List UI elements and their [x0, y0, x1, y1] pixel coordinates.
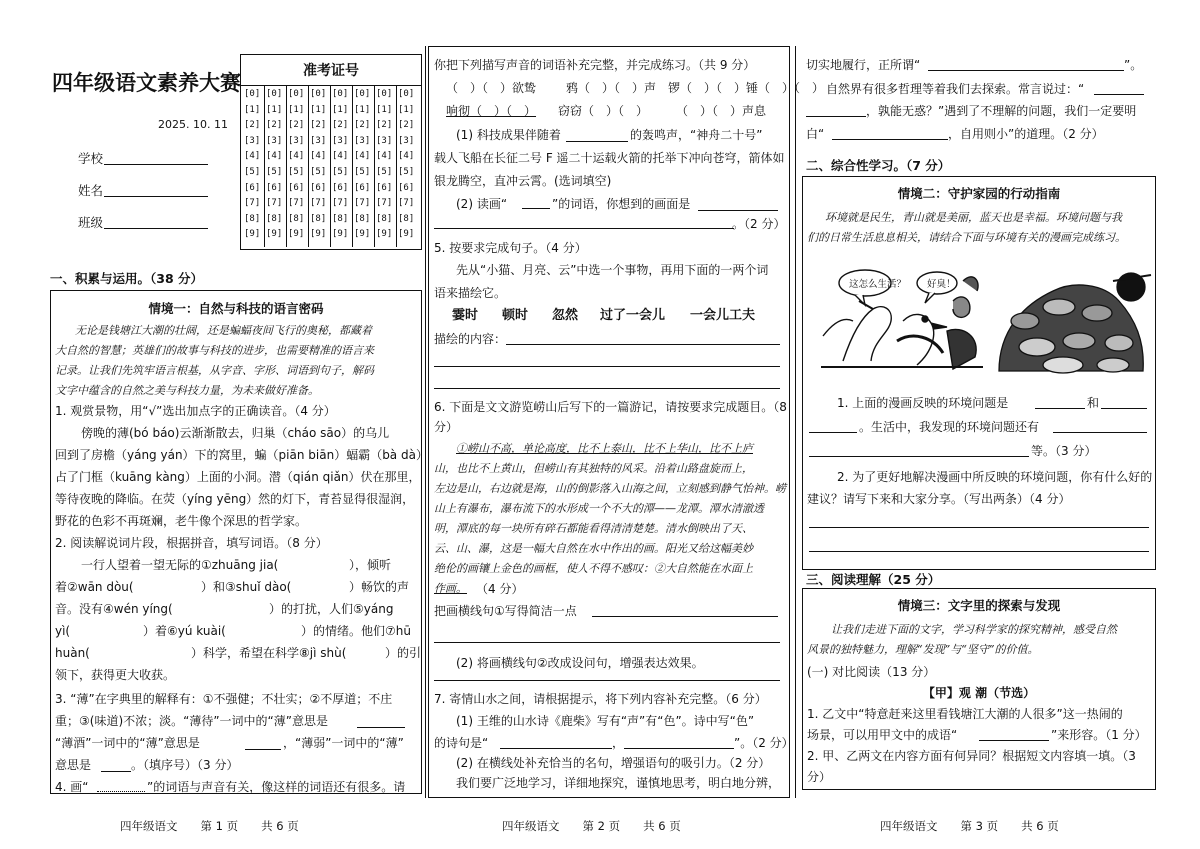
ticket-digit-bubble[interactable]: [3]	[398, 135, 415, 146]
ticket-digit-bubble[interactable]: [6]	[244, 182, 261, 193]
ticket-digit-bubble[interactable]: [5]	[310, 167, 327, 177]
ticket-digit-bubble[interactable]: [0]	[288, 89, 305, 99]
q7-blank-1[interactable]	[500, 748, 612, 749]
ticket-digit-bubble[interactable]: [5]	[376, 167, 393, 177]
scene-3-line-2: 风景的独特魅力，理解“发现”与“坚守”的价值。	[807, 643, 1039, 656]
scene-1-line-2: 大自然的智慧；英雄们的故事与科技的进步，也需要精准的语言来	[55, 344, 374, 357]
idiom-blank-2a[interactable]	[1094, 94, 1144, 95]
q5-answer-line-2[interactable]	[434, 366, 780, 367]
q5-desc-label: 描绘的内容：	[434, 332, 507, 346]
q7-sub-1d: ”。（2 分）	[734, 736, 794, 750]
ticket-digit-bubble[interactable]: [8]	[288, 213, 305, 224]
scene-1-line-3: 记录。让我们先筑牢语言根基，从字音、字形、词语到句子，解码	[55, 364, 374, 377]
q5-answer-line-1[interactable]	[506, 344, 780, 345]
ticket-digit-bubble[interactable]: [9]	[244, 229, 261, 240]
ticket-digit-bubble[interactable]: [8]	[310, 213, 327, 224]
env-q1-text-a: 1. 上面的漫画反映的环境问题是	[837, 396, 1009, 410]
scene-2-line-1: 环境就是民生，青山就是美丽，蓝天也是幸福。环境问题与我	[825, 211, 1122, 224]
scene-1-title: 情境一：自然与科技的语言密码	[148, 301, 324, 316]
ticket-digit-bubble[interactable]: [1]	[244, 104, 261, 115]
sound-word-2[interactable]: 鸦（ ）（ ）声	[566, 81, 657, 95]
ticket-digit-bubble[interactable]: [1]	[332, 104, 349, 115]
ticket-digit-bubble[interactable]: [1]	[288, 104, 305, 115]
idiom-line-2: 自然界有很多哲理等着我们去探索。常言说过：“	[826, 82, 1085, 96]
cartoon-bubble-2: 好臭！	[927, 279, 956, 290]
ticket-digit-bubble[interactable]: [7]	[266, 198, 283, 209]
page-2-footer: 四年级语文 第 2 页 共 6 页	[502, 819, 681, 833]
ticket-column-divider	[308, 85, 309, 247]
sound-word-4[interactable]: 响彻（ ）（ ）	[446, 104, 537, 118]
column-divider-2	[795, 46, 796, 798]
ticket-column-divider	[286, 85, 287, 247]
ticket-digit-bubble[interactable]: [8]	[266, 213, 283, 224]
q1-line-5: 野花的色彩不再斑斓，老牛像个深思的哲学家。	[55, 514, 308, 528]
p1-text-d: 银龙腾空，直冲云霄。(选词填空)	[434, 174, 612, 188]
page-3-footer: 四年级语文 第 3 页 共 6 页	[880, 819, 1059, 833]
q5-word-1: 霎时	[452, 308, 479, 323]
q4-prompt-a: 4. 画“	[55, 780, 89, 794]
scene-3-line-1: 让我们走进下面的文字，学习科学家的探究精神，感受自然	[831, 623, 1117, 636]
q6-sub-2-answer[interactable]	[434, 680, 780, 681]
reading-q2-a: 2. 甲、乙两文在内容方面有何异同？根据短文内容填一填。（3	[807, 749, 1136, 763]
ticket-digit-bubble[interactable]: [7]	[310, 198, 327, 209]
ticket-digit-bubble[interactable]: [8]	[354, 213, 371, 224]
ticket-digit-bubble[interactable]: [7]	[354, 198, 371, 209]
q2-text-b: ），倾听	[349, 558, 392, 572]
ticket-digit-bubble[interactable]: [4]	[376, 151, 393, 162]
ticket-digit-bubble[interactable]: [3]	[354, 135, 371, 146]
reading-q1-a: 1. 乙文中“特意赶来这里看钱塘江大潮的人很多”这一热闹的	[807, 707, 1123, 721]
env-q1-blank-5[interactable]	[809, 456, 1029, 457]
q6-passage-8: 作画。	[434, 582, 467, 595]
scene-1-line-4: 文字中蕴含的自然之美与科技力量，为未来做好准备。	[55, 384, 319, 397]
sound-word-5[interactable]: 窃窃（ ）（ ）	[558, 104, 649, 118]
ticket-digit-bubble[interactable]: [9]	[354, 229, 371, 240]
q5-word-5: 一会儿工夫	[690, 308, 756, 323]
p1-text-a: (1) 科技成果伴随着	[456, 128, 561, 142]
ticket-digit-bubble[interactable]: [3]	[376, 135, 393, 146]
section-2-heading: 二、综合性学习。（7 分）	[806, 158, 951, 173]
q5-line-2: 语来描绘它。	[434, 286, 507, 300]
ticket-digit-bubble[interactable]: [0]	[376, 89, 393, 99]
env-q2-answer-2[interactable]	[809, 551, 1149, 552]
ticket-digit-bubble[interactable]: [5]	[332, 167, 349, 177]
ticket-digit-bubble[interactable]: [9]	[332, 229, 349, 240]
q1-line-2[interactable]: 回到了房檐（yáng yán）下的窝里，蝙（piān biān）蝠霸（bà dà）	[55, 448, 428, 462]
q7-sub-1c: ，	[612, 736, 625, 750]
q3-line-4: ，“薄弱”一词中的“薄”	[283, 736, 404, 750]
sound-word-6[interactable]: （ ）（ ）声息	[676, 104, 767, 118]
scene-1-line-1: 无论是钱塘江大潮的壮阔，还是蝙蝠夜间飞行的奥秘，都藏着	[75, 324, 372, 337]
q6-passage-6: 云、山、瀑，这是一幅大自然在水中作出的画。阳光又给这幅美妙	[434, 542, 753, 555]
q2-text-m: ）的引	[385, 646, 422, 660]
ticket-digit-bubble[interactable]: [6]	[310, 182, 327, 193]
ticket-digit-bubble[interactable]: [0]	[310, 89, 327, 99]
ticket-digit-bubble[interactable]: [9]	[398, 229, 415, 240]
p2-blank-a	[522, 208, 550, 209]
ticket-digit-bubble[interactable]: [8]	[244, 213, 261, 224]
q3-line-3: “薄酒”一词中的“薄”意思是	[55, 736, 200, 750]
scene-3-box	[802, 588, 1156, 790]
scene-2-line-2: 们的日常生活息息相关，请结合下面与环境有关的漫画完成练习。	[807, 231, 1126, 244]
ticket-digit-bubble[interactable]: [6]	[398, 182, 415, 193]
q6-sub-1: 把画横线句①写得简洁一点	[434, 604, 577, 618]
ticket-digit-bubble[interactable]: [6]	[288, 182, 305, 193]
q6-passage-1: ①崂山不高，单论高度，比不上泰山，比不上华山，比不上庐	[456, 442, 753, 455]
p1-blank[interactable]	[566, 141, 628, 142]
name-input[interactable]	[104, 196, 208, 197]
p2-score: 。（2 分）	[732, 217, 786, 231]
q6-sub-1-answer-a[interactable]	[592, 616, 778, 617]
ticket-number-grid	[240, 54, 422, 250]
ticket-digit-bubble[interactable]: [7]	[288, 198, 305, 209]
ticket-digit-bubble[interactable]: [0]	[244, 89, 261, 99]
q6-sub-2: (2) 将画横线句②改成设问句，增强表达效果。	[456, 656, 704, 670]
ticket-digit-bubble[interactable]: [1]	[266, 104, 283, 115]
env-q1-text-d: 等。（3 分）	[1031, 444, 1097, 458]
scene-2-box	[802, 176, 1156, 570]
q5-answer-line-3[interactable]	[434, 388, 780, 389]
q2-text-i: ）着⑥yú kuài(	[143, 624, 226, 638]
q7-blank-2[interactable]	[624, 748, 734, 749]
q5-word-2: 顿时	[502, 308, 529, 323]
reading-q1-c: ”来形容。（1 分）	[1051, 728, 1147, 742]
q5-word-3: 忽然	[552, 308, 579, 323]
q2-text-a: 一行人望着一望无际的①zhuāng jia(	[81, 558, 279, 572]
q4-underline-sample	[97, 791, 145, 792]
exam-title: 四年级语文素养大赛	[52, 71, 241, 95]
ticket-digit-bubble[interactable]: [2]	[310, 120, 327, 131]
ticket-digit-bubble[interactable]: [7]	[376, 198, 393, 209]
q6-prompt-1: 6. 下面是文文游览崂山后写下的一篇游记，请按要求完成题目。（8	[434, 400, 787, 414]
ticket-digit-bubble[interactable]: [6]	[376, 182, 393, 193]
q2-text-k: huàn(	[55, 646, 90, 660]
idiom-blank-3[interactable]	[832, 139, 948, 140]
ticket-digit-bubble[interactable]: [0]	[332, 89, 349, 99]
section-3-heading: 三、阅读理解（25 分）	[806, 572, 941, 587]
ticket-digit-bubble[interactable]: [9]	[288, 229, 305, 240]
name-label: 姓名	[78, 183, 104, 198]
ticket-digit-bubble[interactable]: [4]	[266, 151, 283, 162]
q1-line-4[interactable]: 等待夜晚的降临。在荧（yíng yēng）然的灯下，青苔显得很湿润，	[55, 492, 415, 506]
class-input[interactable]	[104, 228, 208, 229]
ticket-digit-bubble[interactable]: [4]	[332, 151, 349, 162]
idiom-line-1a: 切实地履行，正所谓“	[806, 58, 921, 72]
q6-passage-4: 山上有瀑布，瀑布流下的水形成一个不大的潭——龙潭。潭水清澈透	[434, 502, 764, 515]
cartoon-bubble-1: 这怎么生活？	[849, 279, 907, 290]
ticket-title: 准考证号	[303, 63, 359, 79]
ticket-digit-bubble[interactable]: [8]	[376, 213, 393, 224]
ticket-digit-bubble[interactable]: [9]	[376, 229, 393, 240]
env-q1-blank-3[interactable]	[809, 432, 857, 433]
q7-sub-3: 我们要广泛地学习，详细地探究，谨慎地思考，明白地分辨，	[456, 776, 781, 790]
ticket-digit-bubble[interactable]: [2]	[398, 120, 415, 131]
school-input[interactable]	[104, 164, 208, 165]
q3-line-5: 意思是	[55, 758, 92, 772]
ticket-digit-bubble[interactable]: [6]	[266, 182, 283, 193]
ticket-column-divider	[352, 85, 353, 247]
env-q1-blank-1[interactable]	[1035, 408, 1085, 409]
sound-word-1[interactable]: （ ）（ ）欲鸷	[446, 81, 537, 95]
ticket-digit-bubble[interactable]: [3]	[244, 135, 261, 146]
ticket-digit-bubble[interactable]: [9]	[266, 229, 283, 240]
ticket-digit-bubble[interactable]: [5]	[288, 167, 305, 177]
ticket-digit-bubble[interactable]: [1]	[376, 104, 393, 115]
q6-score: （4 分）	[476, 582, 524, 596]
q2-text-n: 领下，获得更大收获。	[55, 668, 176, 682]
page-1-footer: 四年级语文 第 1 页 共 6 页	[120, 819, 299, 833]
section-1-heading: 一、积累与运用。（38 分）	[50, 271, 203, 286]
q1-line-1[interactable]: 傍晚的薄(bó báo)云渐渐散去，归巢（cháo sāo）的乌儿	[81, 426, 390, 440]
ticket-digit-bubble[interactable]: [0]	[398, 89, 415, 99]
ticket-digit-bubble[interactable]: [5]	[398, 167, 415, 177]
sound-words-intro: 你把下列描写声音的词语补充完整，并完成练习。（共 9 分）	[434, 58, 756, 72]
q5-line-1: 先从“小猫、月亮、云”中选一个事物，再用下面的一两个词	[456, 263, 769, 277]
q4-prompt-b: ”的词语与声音有关，像这样的词语还有很多。请	[147, 780, 406, 794]
q2-prompt: 2. 阅读解说词片段，根据拼音，填写词语。（8 分）	[55, 536, 328, 550]
q2-text-d: ）和③shuǐ dào(	[201, 580, 292, 594]
idiom-line-3: ，孰能无惑？”遇到了不理解的问题，我们一定要明	[866, 104, 1137, 118]
ticket-digit-bubble[interactable]: [7]	[244, 198, 261, 209]
q6-passage-3: 左边是山，右边就是海，山的倒影落入山海之间，立刻感到静气怡神。崂	[434, 482, 786, 495]
ticket-digit-bubble[interactable]: [3]	[266, 135, 283, 146]
school-label: 学校	[78, 151, 104, 166]
q2-text-e: ）畅饮的声	[349, 580, 410, 594]
ticket-digit-bubble[interactable]: [7]	[332, 198, 349, 209]
q3-line-2: 重；③(味道)不浓；淡。“薄待”一词中的“薄”意思是	[55, 714, 328, 728]
p1-text-c: 载人飞船在长征二号 F 遥二十运载火箭的托举下冲向苍穹，箭体如	[434, 151, 785, 165]
ticket-digit-bubble[interactable]: [5]	[266, 167, 283, 177]
ticket-digit-bubble[interactable]: [8]	[332, 213, 349, 224]
ticket-digit-bubble[interactable]: [1]	[398, 104, 415, 115]
q6-prompt-2: 分）	[434, 420, 459, 434]
scene-1-box	[50, 290, 428, 794]
reading-q1-blank[interactable]	[979, 740, 1049, 741]
ticket-digit-bubble[interactable]: [1]	[310, 104, 327, 115]
q6-passage-2: 山，也比不上黄山，但崂山有其独特的风采。沿着山路盘旋而上，	[434, 462, 753, 475]
ticket-digit-bubble[interactable]: [5]	[244, 167, 261, 177]
ticket-digit-bubble[interactable]: [8]	[398, 213, 415, 224]
q7-prompt: 7. 寄情山水之间，请根据提示，将下列内容补充完整。（6 分）	[434, 692, 767, 706]
p2-blank-c[interactable]	[434, 228, 734, 229]
ticket-digit-bubble[interactable]: [4]	[244, 151, 261, 162]
exam-date: 2025. 10. 11	[158, 118, 228, 131]
q2-text-g: ）的打扰，人们⑤yáng	[269, 602, 394, 616]
idiom-line-4a: 白“	[806, 127, 825, 141]
scene-3-title: 情境三：文字里的探索与发现	[897, 598, 1061, 613]
ticket-digit-bubble[interactable]: [4]	[288, 151, 305, 162]
p2-blank-b[interactable]	[698, 210, 778, 211]
ticket-digit-bubble[interactable]: [2]	[266, 120, 283, 131]
q1-line-3[interactable]: 占了门框（kuāng kàng）上面的小洞。潜（qián qiǎn）伏在那里，	[55, 470, 421, 484]
env-q1-text-b: 和	[1087, 396, 1100, 410]
part-1-heading: (一) 对比阅读（13 分）	[807, 665, 936, 679]
q6-passage-5: 明，潭底的每一块所有碎石都能看得清清楚楚。清水倒映出了天、	[434, 522, 753, 535]
ticket-digit-bubble[interactable]: [4]	[310, 151, 327, 162]
p2-text-b: ”的词语，你想到的画面是	[552, 197, 691, 211]
scene-2-title: 情境二：守护家园的行动指南	[897, 186, 1061, 201]
env-q1-text-c: 。生活中，我发现的环境问题还有	[859, 420, 1040, 434]
ticket-digit-bubble[interactable]: [2]	[376, 120, 393, 131]
ticket-column-divider	[330, 85, 331, 247]
ticket-digit-bubble[interactable]: [9]	[310, 229, 327, 240]
env-q2-answer-1[interactable]	[809, 527, 1149, 528]
ticket-digit-bubble[interactable]: [7]	[398, 198, 415, 209]
q3-line-6: 。（填序号）（3 分）	[131, 758, 239, 772]
ticket-column-divider	[396, 85, 397, 247]
p1-text-b: 的轰鸣声，“神舟二十号”	[630, 128, 763, 142]
ticket-digit-bubble[interactable]: [2]	[288, 120, 305, 131]
ticket-digit-bubble[interactable]: [2]	[244, 120, 261, 131]
q6-sub-1-answer-b[interactable]	[434, 642, 780, 643]
p2-text-a: (2) 读画“	[456, 197, 508, 211]
q2-text-l: ）科学，希望在科学⑧jì shù(	[191, 646, 347, 660]
idiom-blank-2b[interactable]	[806, 116, 866, 117]
q3-blank-3[interactable]	[101, 771, 131, 772]
cartoon-right-panel	[999, 273, 1151, 373]
env-q2-line-1: 2. 为了更好地解决漫画中所反映的环境问题，你有什么好的	[837, 470, 1153, 484]
ticket-digit-bubble[interactable]: [0]	[266, 89, 283, 99]
idiom-line-4b: ，自用则小”的道理。（2 分）	[948, 127, 1104, 141]
q5-prompt: 5. 按要求完成句子。（4 分）	[434, 241, 587, 255]
reading-q1-b: 场景，可以用甲文中的成语“	[807, 728, 958, 742]
ticket-digit-bubble[interactable]: [3]	[332, 135, 349, 146]
sound-word-3[interactable]: 锣（ ）（ ）锤（ ）（ ）	[668, 81, 825, 95]
env-q1-blank-4[interactable]	[1053, 432, 1147, 433]
class-label: 班级	[78, 215, 104, 230]
env-q2-line-2: 建议？请写下来和大家分享。（写出两条）（4 分）	[807, 492, 1071, 506]
ticket-column-divider	[264, 85, 265, 247]
ticket-digit-bubble[interactable]: [3]	[310, 135, 327, 146]
ticket-digit-bubble[interactable]: [6]	[354, 182, 371, 193]
q2-text-h: yì(	[55, 624, 71, 638]
q3-line-1: 3. “薄”在字典里的解释有：①不强健；不壮实；②不厚道；不庄	[55, 692, 393, 706]
ticket-column-divider	[374, 85, 375, 247]
passage-a-title: 【甲】观 潮（节选）	[922, 686, 1036, 700]
q7-sub-1a: (1) 王维的山水诗《鹿柴》写有“声”有“色”。诗中写“色”	[456, 714, 755, 728]
q1-prompt: 1. 观赏景物，用“√”选出加点字的正确读音。（4 分）	[55, 404, 336, 418]
q6-passage-7: 绝伦的画镶上金色的画框，使人不得不感叹：②大自然能在水面上	[434, 562, 753, 575]
column-divider-1	[425, 46, 426, 798]
reading-q2-b: 分）	[807, 770, 832, 784]
ticket-digit-bubble[interactable]: [5]	[354, 167, 371, 177]
ticket-digit-bubble[interactable]: [1]	[354, 104, 371, 115]
idiom-line-1b: ”。	[1124, 58, 1143, 72]
ticket-digit-bubble[interactable]: [2]	[332, 120, 349, 131]
q3-blank-2[interactable]	[245, 749, 281, 750]
env-q1-blank-2[interactable]	[1101, 408, 1147, 409]
q3-blank-1[interactable]	[357, 727, 405, 728]
q2-text-f: 音。没有④wén yíng(	[55, 602, 173, 616]
ticket-digit-bubble[interactable]: [6]	[332, 182, 349, 193]
q2-text-j: ）的情绪。他们⑦hū	[301, 624, 411, 638]
ticket-digit-bubble[interactable]: [4]	[354, 151, 371, 162]
ticket-digit-bubble[interactable]: [4]	[398, 151, 415, 162]
q2-text-c: 着②wān dòu(	[55, 580, 134, 594]
q7-sub-2: (2) 在横线处补充恰当的名句，增强语句的吸引力。（2 分）	[456, 756, 771, 770]
ticket-digit-bubble[interactable]: [3]	[288, 135, 305, 146]
ticket-digit-bubble[interactable]: [2]	[354, 120, 371, 131]
ticket-digit-bubble[interactable]: [0]	[354, 89, 371, 99]
q5-word-4: 过了一会儿	[600, 308, 666, 323]
q7-sub-1b: 的诗句是“	[434, 736, 489, 750]
ticket-digit-grid[interactable]	[243, 89, 419, 247]
idiom-blank-1[interactable]	[928, 70, 1124, 71]
